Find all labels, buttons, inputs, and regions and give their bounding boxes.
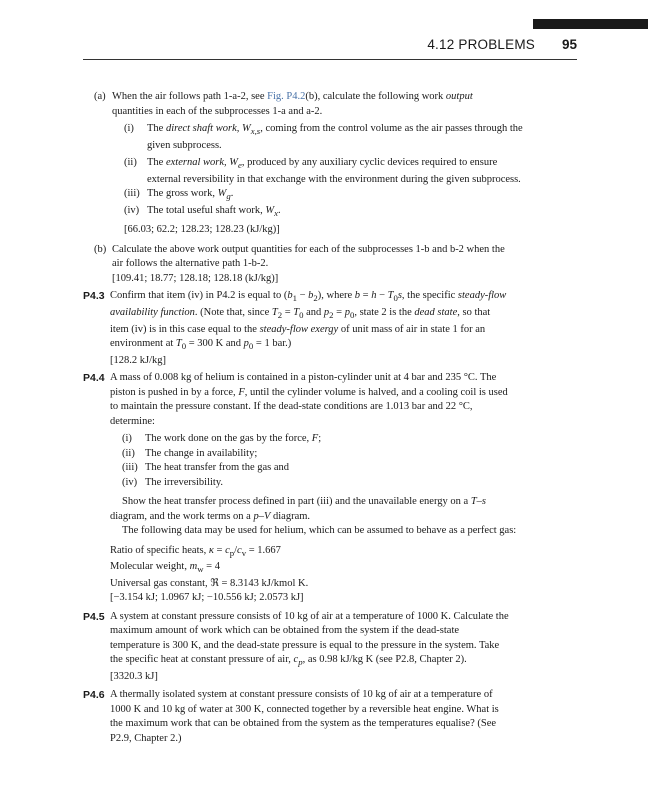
problem-4-3	[83, 289, 577, 368]
part-a-answer: [66.03; 62.2; 128.23; 128.23 (kJ/kg)]	[124, 224, 280, 236]
part-a-item-iii: (iii) The gross work, $W_g$.	[124, 188, 234, 202]
problems-content	[83, 90, 577, 746]
problem-4-5-answer: [3320.3 kJ]	[110, 670, 158, 682]
problem-4-3-text: Confirm that item (iv) in P4.2 is equal to $(b_1 - b_2)$, where $b = h - T_0s$, the specific steady-flow availability function. (Note that, since $T_2 = T_0$ and $p_2 = p_0$, state 2 is the dead state, so that item (iv) is in this case equal to the steady-flow exergy of unit mass of air in state 1 for an environment at $T_0 = 300$ K and $p_0 = 1$ bar.) [128.2 kJ/kg]	[110, 290, 507, 366]
problem-4-6	[83, 688, 577, 746]
page-number: 95	[561, 37, 577, 52]
problem-4-3-label: P4.3	[83, 290, 105, 303]
part-a	[83, 90, 577, 238]
problem-4-6-text: A thermally isolated system at constant pressure consists of 10 kg of air at a temperature of 1000 K and 10 kg of water at 300 K, connected together by a reversible heat engine. What is the maximum work that can be obtained from the system as the temperatures equalise? (See P2.9, Chapter 2.)	[110, 689, 499, 744]
problem-4-4-text: A mass of 0.008 kg of helium is contained in a piston-cylinder unit at 4 bar and 235 °C. The piston is pushed in by a force, F, until the cylinder volume is halved, and a cooling coil is used to maintain the pressure constant. If the dead-state conditions are 1.013 bar and 22 °C, determine:	[110, 372, 508, 427]
problem-4-6-label: P4.6	[83, 689, 105, 702]
part-a-intro: When the air follows path 1-a-2, see Fig. P4.2(b), calculate the following work output quantities in each of the subprocesses 1-a and a-2.	[112, 91, 473, 117]
problem-4-4-show: Show the heat transfer process defined in part (iii) and the unavailable energy on a T–s	[122, 496, 486, 508]
running-header	[0, 37, 577, 55]
problem-4-4-item-i: (i) The work done on the gas by the force, F;	[122, 433, 322, 445]
part-a-item-ii: (ii) The external work, $W_e$, produced by any auxiliary cyclic devices required to ensure external reversibility in that exchange with the environment during the given subprocess.	[124, 157, 521, 185]
problem-4-4-item-iv: (iv) The irreversibility.	[122, 476, 224, 488]
problem-4-4-label: P4.4	[83, 372, 105, 385]
part-a-items	[112, 122, 577, 238]
problem-4-5-label: P4.5	[83, 610, 105, 623]
header-bar	[533, 19, 648, 29]
part-b-answer: [109.41; 18.77; 128.18; 128.18 (kJ/kg)]	[112, 272, 279, 284]
problem-4-4-data-intro: The following data may be used for helium, which can be assumed to behave as a perfect gas:	[122, 525, 517, 537]
part-b-label: (b)	[94, 243, 107, 255]
problem-4-4	[83, 371, 577, 606]
problem-4-4-items	[110, 432, 577, 490]
problem-4-4-item-ii: (ii) The change in availability;	[122, 447, 258, 459]
section-title: 4.12 PROBLEMS	[427, 37, 535, 52]
part-a-item-i: (i) The direct shaft work, $W_{x,s}$, coming from the control volume as the air passes through the given subprocess.	[124, 123, 523, 151]
problem-4-4-show-2: diagram, and the work terms on a p–V diagram.	[110, 510, 311, 522]
header-rule	[83, 59, 577, 60]
problem-4-4-data: Ratio of specific heats, $\kappa = c_p/c_v = 1.667$ Molecular weight, $m_w = 4$ Universal gas constant, ℜ = 8.3143 kJ/kmol K. [−3.154 kJ; 1.0967 kJ; −10.556 kJ; 2.0573 kJ]	[110, 544, 309, 604]
problem-4-4-answer: [−3.154 kJ; 1.0967 kJ; −10.556 kJ; 2.0573 kJ]	[110, 592, 304, 604]
problem-4-5-text: A system at constant pressure consists of 10 kg of air at a temperature of 1000 K. Calculate the maximum amount of work which can be obtained from the system if the dead-state temperature is 300 K, and the dead-state pressure is equal to the pressure in the system. Take the specific heat at constant pressure of air, $c_p$, as 0.98 kJ/kg K (see P2.8, Chapter 2). [3320.3 kJ]	[110, 610, 509, 682]
part-b	[83, 243, 577, 287]
problem-4-3-answer: [128.2 kJ/kg]	[110, 354, 166, 366]
problem-4-4-item-iii: (iii) The heat transfer from the gas and	[122, 462, 290, 474]
part-a-item-iv: (iv) The total useful shaft work, $W_x$.	[124, 204, 281, 218]
part-b-text: Calculate the above work output quantities for each of the subprocesses 1-b and b-2 when the air follows the alternative path 1-b-2. [109.41; 18.77; 128.18; 128.18 (kJ/kg)]	[112, 243, 505, 284]
part-a-label: (a)	[94, 91, 106, 102]
problem-4-5	[83, 610, 577, 685]
figure-link[interactable]: Fig. P4.2	[267, 91, 306, 102]
